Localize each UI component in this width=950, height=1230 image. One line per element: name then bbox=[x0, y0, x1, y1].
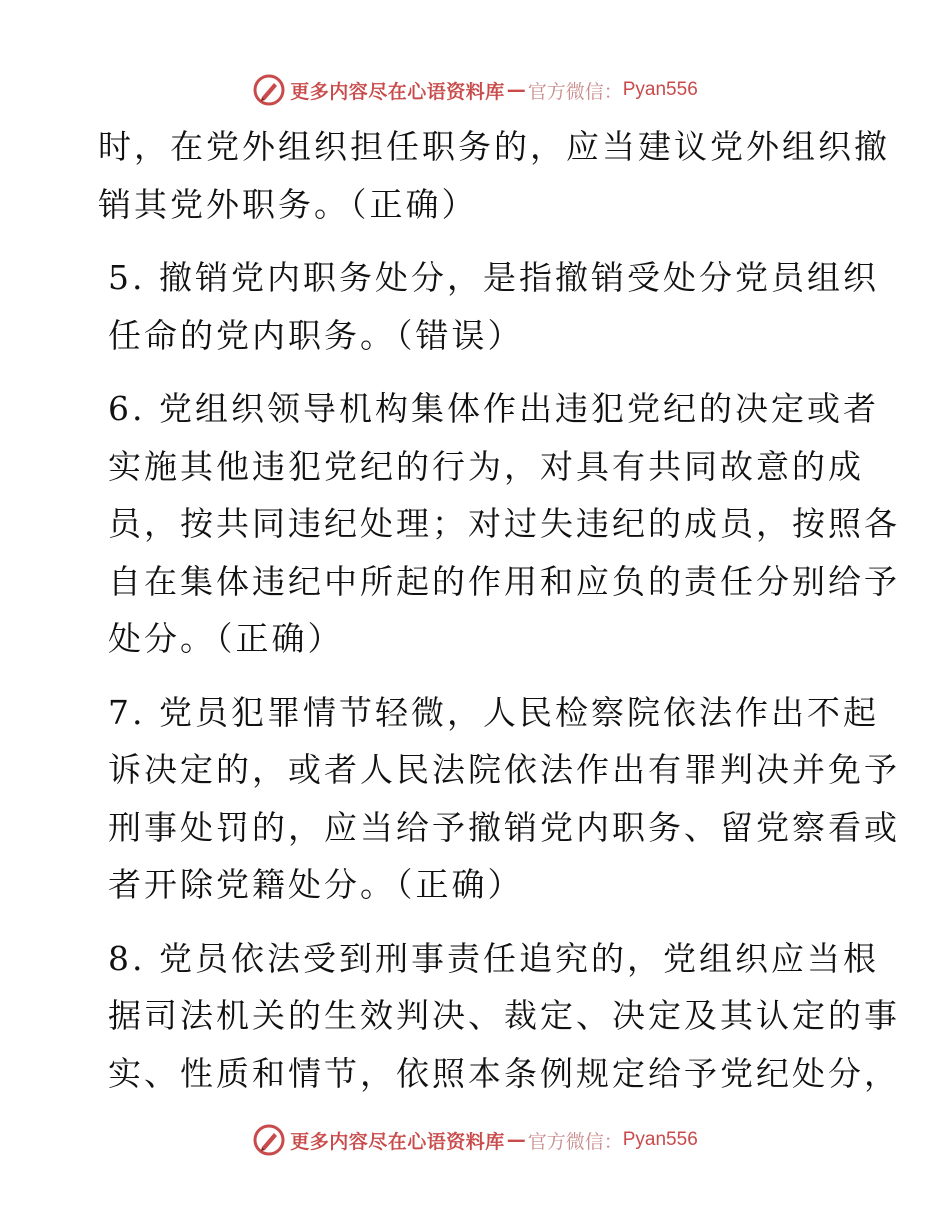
question-8 bbox=[98, 930, 900, 1103]
question-6 bbox=[98, 380, 900, 668]
watermark-wechat-id: Pyan556 bbox=[622, 1129, 698, 1150]
text-line: 时，在党外组织担任职务的，应当建议党外组织撤 bbox=[98, 127, 890, 166]
text-line: 6. 党组织领导机构集体作出违犯党纪的决定或者 bbox=[108, 389, 879, 428]
watermark-header bbox=[0, 70, 950, 110]
text-line: 据司法机关的生效判决、裁定、决定及其认定的事 bbox=[108, 996, 900, 1035]
text-line: 员，按共同违纪处理；对过失违纪的成员，按照各 bbox=[108, 504, 900, 543]
watermark-wechat-label: 官方微信： bbox=[527, 80, 623, 103]
question-7 bbox=[98, 684, 900, 914]
question-5 bbox=[98, 249, 879, 364]
watermark-main-text: 更多内容尽在心语资料库 bbox=[290, 1130, 505, 1153]
document-body bbox=[98, 118, 900, 1118]
text-line: 8. 党员依法受到刑事责任追究的，党组织应当根 bbox=[108, 938, 879, 978]
pen-logo-icon bbox=[252, 1123, 286, 1157]
text-line: 任命的党内职务。（错误） bbox=[108, 315, 524, 355]
text-line: 5. 撤销党内职务处分，是指撤销受处分党员组织 bbox=[108, 258, 879, 297]
watermark-footer bbox=[0, 1120, 950, 1160]
watermark-dash: — bbox=[506, 79, 526, 101]
watermark-main-text: 更多内容尽在心语资料库 bbox=[290, 80, 505, 103]
text-line: 7. 党员犯罪情节轻微，人民检察院依法作出不起 bbox=[108, 692, 879, 732]
text-line: 实施其他违犯党纪的行为，对具有共同故意的成 bbox=[108, 446, 864, 486]
watermark-wechat-label: 官方微信： bbox=[527, 1130, 623, 1153]
pen-logo-icon bbox=[252, 73, 286, 107]
text-line: 者开除党籍处分。（正确） bbox=[108, 865, 524, 904]
watermark-dash: — bbox=[506, 1129, 526, 1151]
text-line: 实、性质和情节，依照本条例规定给予党纪处分， bbox=[108, 1053, 900, 1093]
text-line: 刑事处罚的，应当给予撤销党内职务、留党察看或 bbox=[108, 807, 900, 847]
text-line: 自在集体违纪中所起的作用和应负的责任分别给予 bbox=[108, 561, 900, 601]
text-line: 处分。（正确） bbox=[108, 619, 344, 658]
text-line: 诉决定的，或者人民法院依法作出有罪判决并免予 bbox=[108, 750, 900, 789]
paragraph-continuation bbox=[98, 118, 890, 233]
text-line: 销其党外职务。（正确） bbox=[98, 184, 478, 224]
watermark-wechat-id: Pyan556 bbox=[622, 79, 698, 100]
